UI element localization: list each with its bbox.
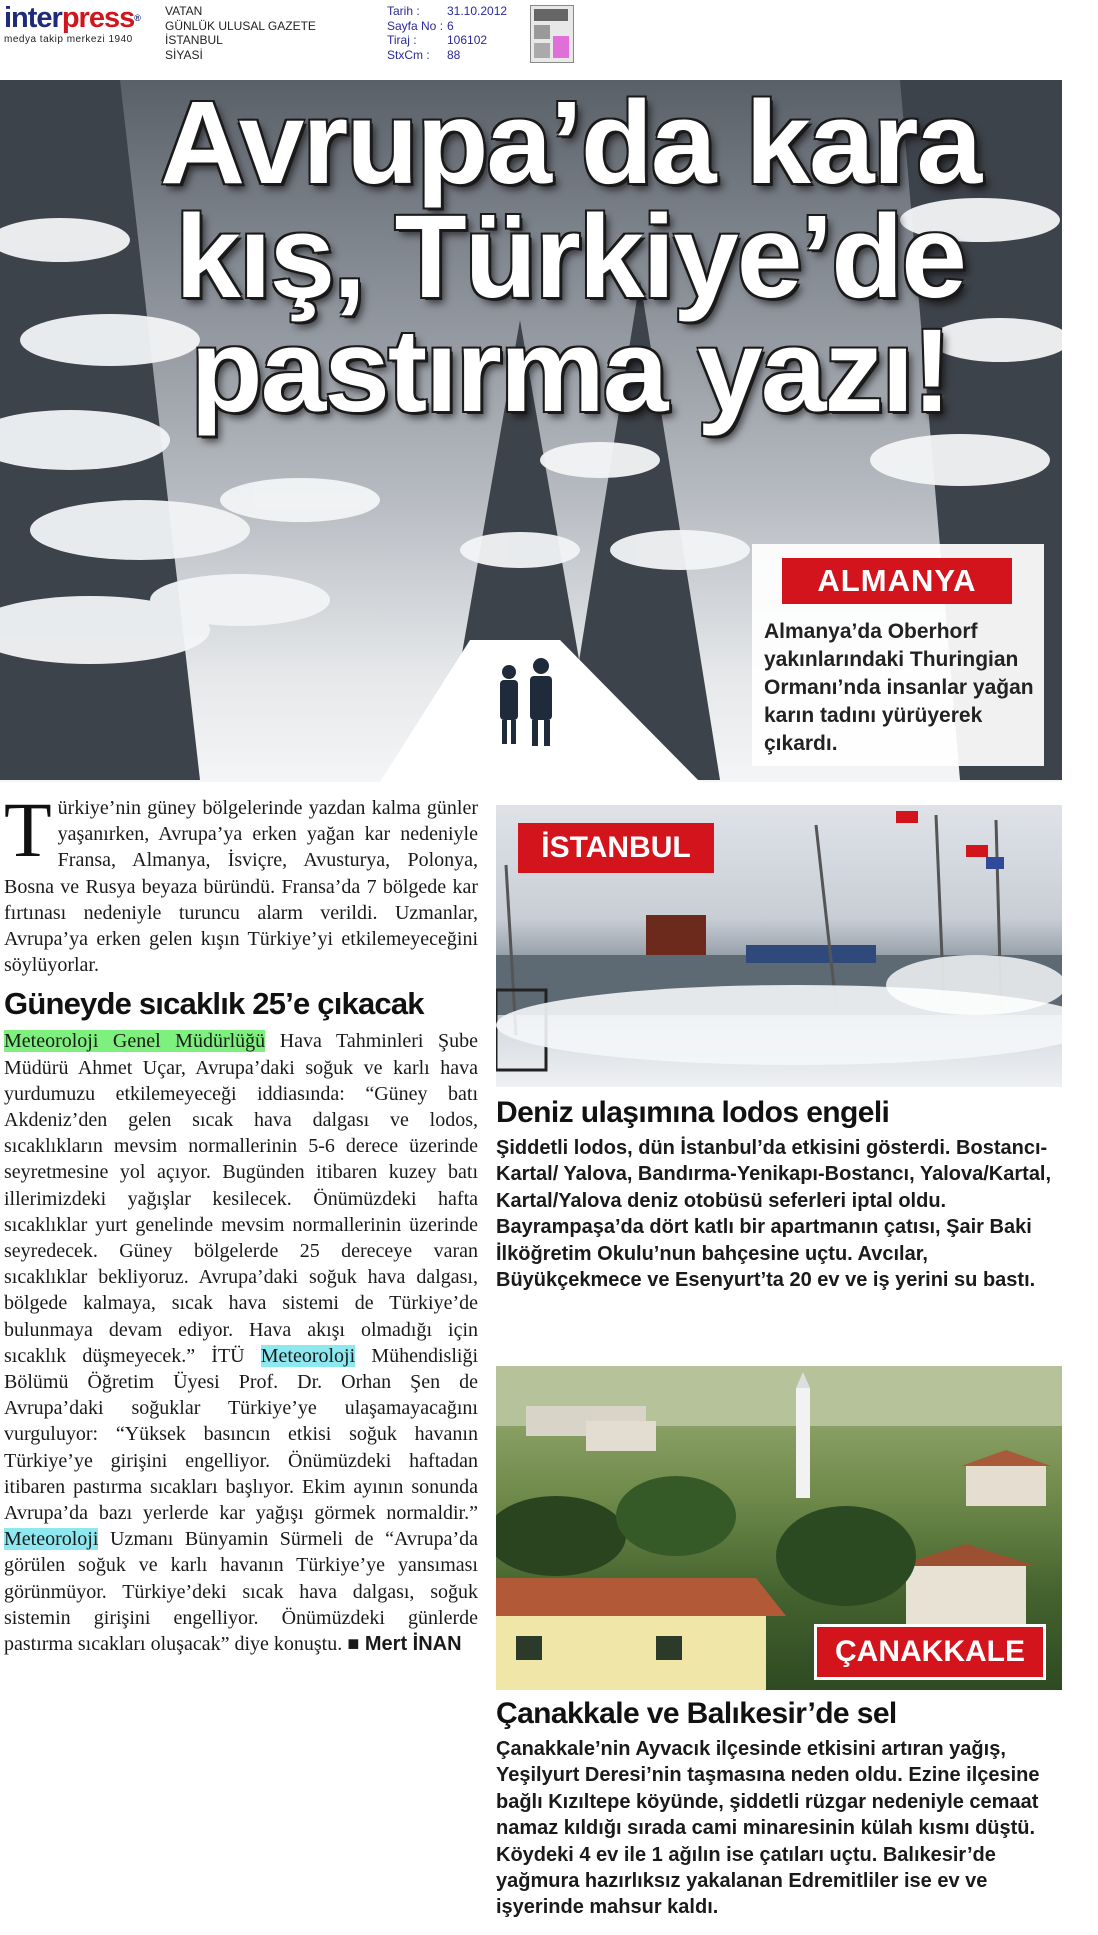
canakkale-text: Çanakkale’nin Ayvacık ilçesinde etkisini artıran yağış, Yeşilyurt Deresi’nin taşmasına neden oldu. Ezine ilçesine bağlı Kızıltepe köyünde, şiddetli rüzgar nedeniyle cemaat namaz kıldığı sırada cami minaresinin külah kısmı düştü. Köydeki 4 ev ile 1 ağılın ise çatıları uçtu. Balıkesir’de yağmura hazırlıksız yakalanan Edremitliler ise ev ve işyerinde mahsur kaldı.: [496, 1738, 1040, 1919]
meta-label-page: Sayfa No :: [387, 18, 444, 33]
publication-info: [165, 4, 316, 62]
publication-category: SİYASİ: [165, 47, 203, 62]
clipping-meta: [387, 4, 527, 62]
canakkale-photo: [496, 1366, 1062, 1690]
headline-line-3: pastırma yazı!: [190, 305, 950, 437]
publication-name: VATAN: [165, 4, 203, 18]
logo-tagline: medya takip merkezi 1940: [4, 34, 133, 45]
photo-caption-box: [752, 544, 1044, 766]
drop-cap: T: [4, 786, 52, 873]
clipping-header: [0, 0, 1098, 72]
logo-registered: ®: [134, 13, 140, 23]
location-tag-canakkale: ÇANAKKALE: [814, 1624, 1046, 1680]
hero-photo: [0, 80, 1062, 782]
headline-line-2: kış, Türkiye’de: [175, 191, 965, 323]
page-thumbnail[interactable]: [530, 5, 574, 63]
canakkale-headline: Çanakkale ve Balıkesir’de sel: [496, 1697, 897, 1730]
headline-line-1: Avrupa’da kara: [159, 80, 981, 209]
article-body: [4, 1028, 478, 1657]
logo-text-press: press: [61, 2, 135, 34]
highlight-term: Meteoroloji: [4, 1528, 99, 1551]
lead-text: ürkiye’nin güney bölgelerinde yazdan kalma günler yaşanırken, Avrupa’ya erken yağan kar nedeniyle Fransa, Almanya, İsviçre, Avusturya, Polonya, Bosna ve Rusya beyaza büründü. Fransa’da 7 bölgede kar fırtınası nedeniyle turuncu alarm verildi. Uzmanlar, Avrupa’ya erken gelen kışın Türkiye’yi etkilemeyeceğini söylüyorlar.: [4, 797, 478, 977]
meta-value-page: 6: [447, 18, 454, 33]
meta-value-circulation: 106102: [447, 33, 488, 47]
article-subheading: Güneyde sıcaklık 25’e çıkacak: [4, 986, 424, 1022]
body-text-2: Mühendisliği Bölümü Öğretim Üyesi Prof. Dr. Orhan Şen de Avrupa’daki soğuklar Türkiye’ye ulaşamayacağını vurguluyor: “Yüksek basıncın etkisi soğuk havanın Türkiye’ye girişini engelliyor. Önümüzdeki haftadan itibaren pastırma sıcakları başlıyor. Ekim ayının sonunda Avrupa’da bazı yerlerde kar yağışı görmek normaldir.”: [4, 1344, 478, 1525]
istanbul-headline: Deniz ulaşımına lodos engeli: [496, 1096, 890, 1129]
article-lead: [4, 786, 478, 978]
meta-label-circulation: Tiraj :: [387, 33, 417, 47]
meta-value-date: 31.10.2012: [447, 4, 508, 18]
highlight-term: Meteoroloji Genel Müdürlüğü: [4, 1030, 266, 1053]
location-tag-istanbul: İSTANBUL: [518, 823, 714, 873]
meta-label-stxcm: StxCm :: [387, 47, 430, 62]
body-text-1: Hava Tahminleri Şube Müdürü Ahmet Uçar, Avrupa’daki soğuk ve karlı hava yurdumuzu etkilemeyeceği iddiasında: “Güney batı Akdeniz’den gelen sıcak hava dalgası ve lodos, sıcaklıkların mevsim normallerinin 5-6 derece üzerinde seyretmesine yol açıyor. Bugünden itibaren kuzey batı illerimizdeki yağışlar kesilecek. Önümüzdeki hafta sıcaklıklar yurt genelinde mevsim normallerinin üzerinde seyredecek. Güney bölgelerde 25 dereceye varan sıcaklıklar bekliyoruz. Avrupa’daki soğuk hava dalgası, bölgede kalmaya, sıcak hava sistemi de Türkiye’de bulunmaya devam ediyor. Hava akışı olmadığı için sıcaklık düşmeyecek.” İTÜ: [4, 1030, 478, 1367]
main-headline: [80, 80, 1060, 437]
interpress-logo: [4, 4, 154, 45]
meta-label-date: Tarih :: [387, 4, 420, 18]
location-tag-almanya: ALMANYA: [782, 558, 1012, 604]
istanbul-text: Şiddetli lodos, dün İstanbul’da etkisini gösterdi. Bostancı-Kartal/ Yalova, Bandırma-Yenikapı-Bostancı, Yalova/Kartal, Kartal/Yalova deniz otobüsü seferleri iptal oldu. Bayrampaşa’da dört katlı bir apartmanın çatısı, Şair Baki İlköğretim Okulu’nun bahçesine uçtu. Avcılar, Büyükçekmece ve Esenyurt’ta 20 ev ve iş yerini su bastı.: [496, 1137, 1052, 1292]
publication-city: İSTANBUL: [165, 33, 223, 47]
main-article: [4, 786, 478, 1657]
publication-type: GÜNLÜK ULUSAL GAZETE: [165, 18, 316, 33]
photo-caption-text: Almanya’da Oberhorf yakınlarındaki Thuringian Ormanı’nda insanlar yağan karın tadını yürüyerek çıkardı.: [764, 620, 1034, 755]
highlight-term: Meteoroloji: [260, 1344, 356, 1367]
istanbul-photo: [496, 805, 1062, 1087]
logo-text-inter: inter: [4, 2, 62, 34]
meta-value-stxcm: 88: [447, 47, 461, 62]
body-text-3: Uzmanı Bünyamin Sürmeli de “Avrupa’da görülen soğuk ve karlı havanın Türkiye’ye yansıması görünmüyor. Türkiye’deki sıcak hava dalgası, soğuk sistemin girişini engelliyor. Önümüzdeki günlerde pastırma sıcakları oluşacak” diye konuştu.: [4, 1528, 478, 1656]
author-byline: ■ Mert İNAN: [347, 1633, 462, 1656]
